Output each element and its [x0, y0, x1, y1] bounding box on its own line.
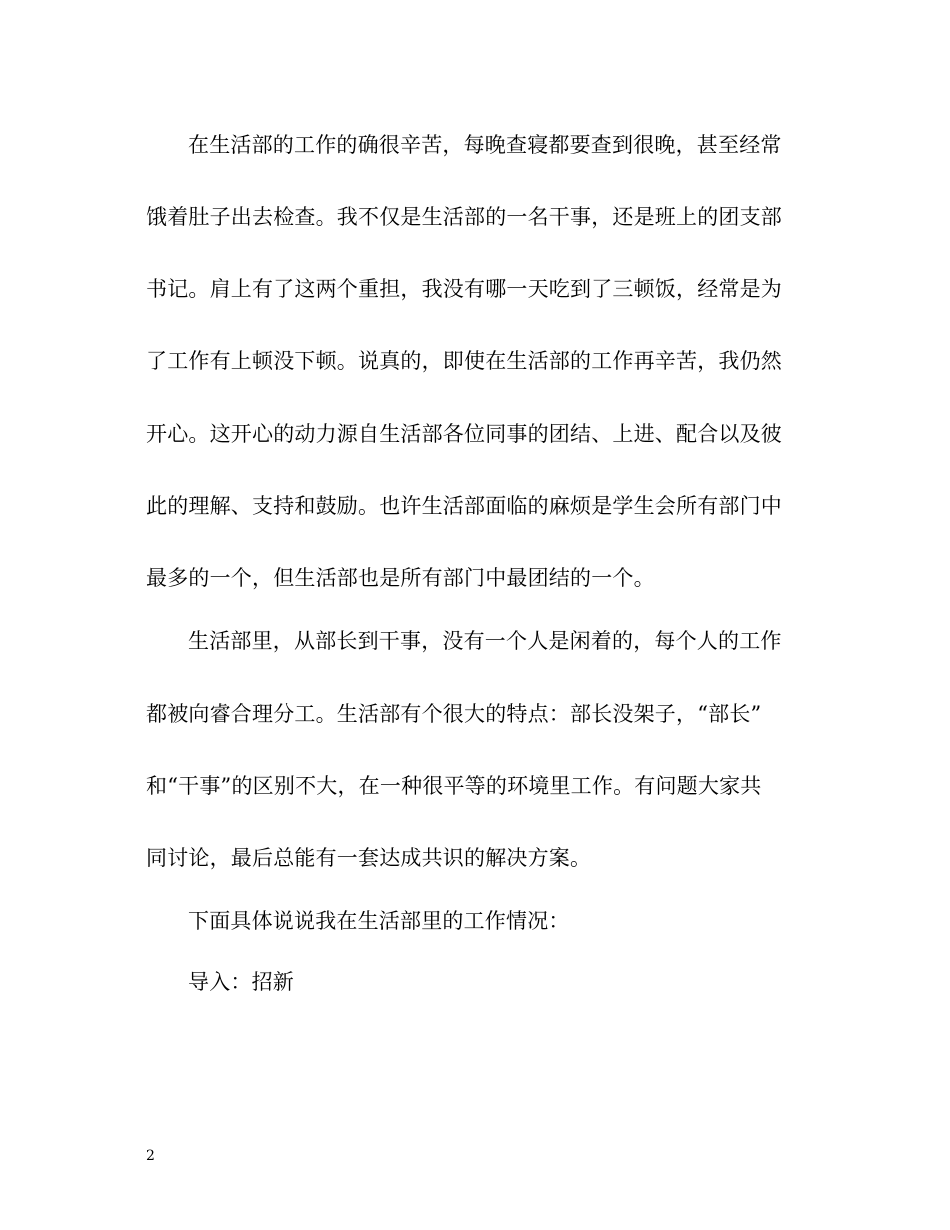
- paragraph-1-line-1: 在生活部的工作的确很辛苦，每晚查寝都要查到很晚，甚至经常: [188, 133, 782, 157]
- paragraph-1-line-7: 最多的一个，但生活部也是所有部门中最团结的一个。: [146, 566, 655, 590]
- paragraph-2-line-4: 同讨论，最后总能有一套达成共识的解决方案。: [146, 846, 592, 870]
- paragraph-4-line-1: 导入：招新: [188, 970, 294, 994]
- paragraph-2-line-2: 都被向睿合理分工。生活部有个很大的特点：部长没架子，“部长”: [146, 702, 762, 726]
- paragraph-2-line-3: 和“干事”的区别不大，在一种很平等的环境里工作。有问题大家共: [146, 774, 762, 798]
- paragraph-1-line-2: 饿着肚子出去检查。我不仅是生活部的一名干事，还是班上的团支部: [146, 205, 782, 229]
- paragraph-2-line-1: 生活部里，从部长到干事，没有一个人是闲着的，每个人的工作: [188, 629, 782, 653]
- paragraph-1-line-3: 书记。肩上有了这两个重担，我没有哪一天吃到了三顿饭，经常是为: [146, 277, 782, 301]
- paragraph-3-line-1: 下面具体说说我在生活部里的工作情况：: [188, 909, 570, 933]
- paragraph-1-line-4: 了工作有上顿没下顿。说真的，即使在生活部的工作再辛苦，我仍然: [146, 349, 782, 373]
- page-number: 2: [146, 1148, 155, 1164]
- paragraph-1-line-6: 此的理解、支持和鼓励。也许生活部面临的麻烦是学生会所有部门中: [146, 494, 782, 518]
- paragraph-1-line-5: 开心。这开心的动力源自生活部各位同事的团结、上进、配合以及彼: [146, 422, 782, 446]
